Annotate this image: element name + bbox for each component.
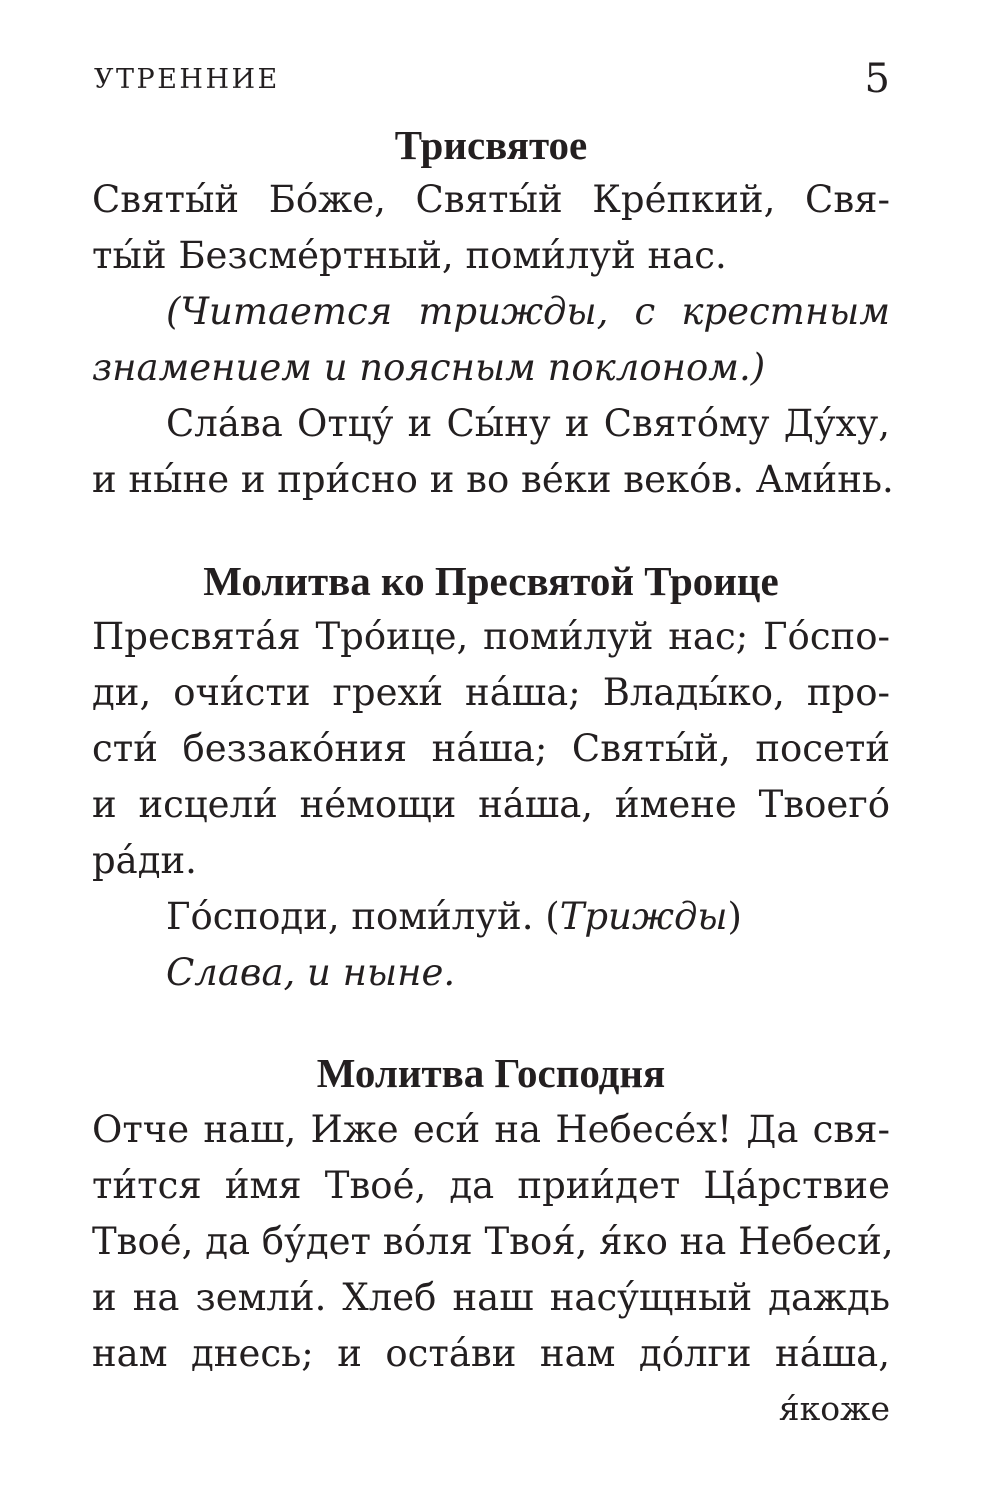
text-line: нам днесь; и оста́ви нам до́лги на́ша, (92, 1332, 890, 1375)
text-line: Отче наш, Иже еси́ на Небесе́х! Да свя- (92, 1108, 890, 1151)
section-title: УТРЕННИЕ (94, 64, 280, 95)
text-line: сти́ беззако́ния на́ша; Святы́й, посети́ (92, 727, 890, 770)
text-line: и на земли́. Хлеб наш насу́щный даждь (92, 1276, 890, 1319)
text-line: Сла́ва Отцу́ и Сы́ну и Свято́му Ду́ху, (166, 402, 890, 445)
text-line: ди, очи́сти грехи́ на́ша; Влады́ко, про- (92, 671, 890, 714)
catchword: я́коже (778, 1389, 890, 1428)
text-line: Пресвята́я Тро́ице, поми́луй нас; Го́спо- (92, 615, 890, 658)
running-header (92, 58, 890, 102)
heading-prayer-to-trinity: Молитва ко Пресвятой Троице (203, 558, 779, 604)
page-number: 5 (864, 56, 890, 102)
text-line: Го́споди, поми́луй. (Трижды) (166, 895, 742, 938)
text-line: и ны́не и при́сно и во ве́ки веко́в. Ами́нь. (92, 458, 894, 501)
text-line: ты́й Безсме́ртный, поми́луй нас. (92, 234, 727, 277)
kyrie-text: Го́споди, поми́луй. (166, 895, 534, 938)
book-page (92, 0, 894, 1500)
text-line: Святы́й Бо́же, Святы́й Кре́пкий, Свя- (92, 178, 890, 221)
text-line: и исцели́ не́мощи на́ша, и́мене Твоего́ (92, 783, 890, 826)
rubric-line: Слава, и ныне. (166, 951, 456, 994)
rubric-line: (Читается трижды, с крестным (166, 290, 890, 333)
rubric-line: знамением и поясным поклоном.) (92, 346, 766, 389)
text-line: ра́ди. (92, 839, 197, 882)
text-line: ти́тся и́мя Твое́, да прии́дет Ца́рствие (92, 1164, 890, 1207)
heading-lords-prayer: Молитва Господня (316, 1050, 666, 1096)
text-line: Твое́, да бу́дет во́ля Твоя́, я́ко на Небеси́, (92, 1220, 894, 1263)
rubric-thrice: Трижды (559, 895, 728, 938)
heading-trisagion: Трисвятое (394, 122, 588, 168)
